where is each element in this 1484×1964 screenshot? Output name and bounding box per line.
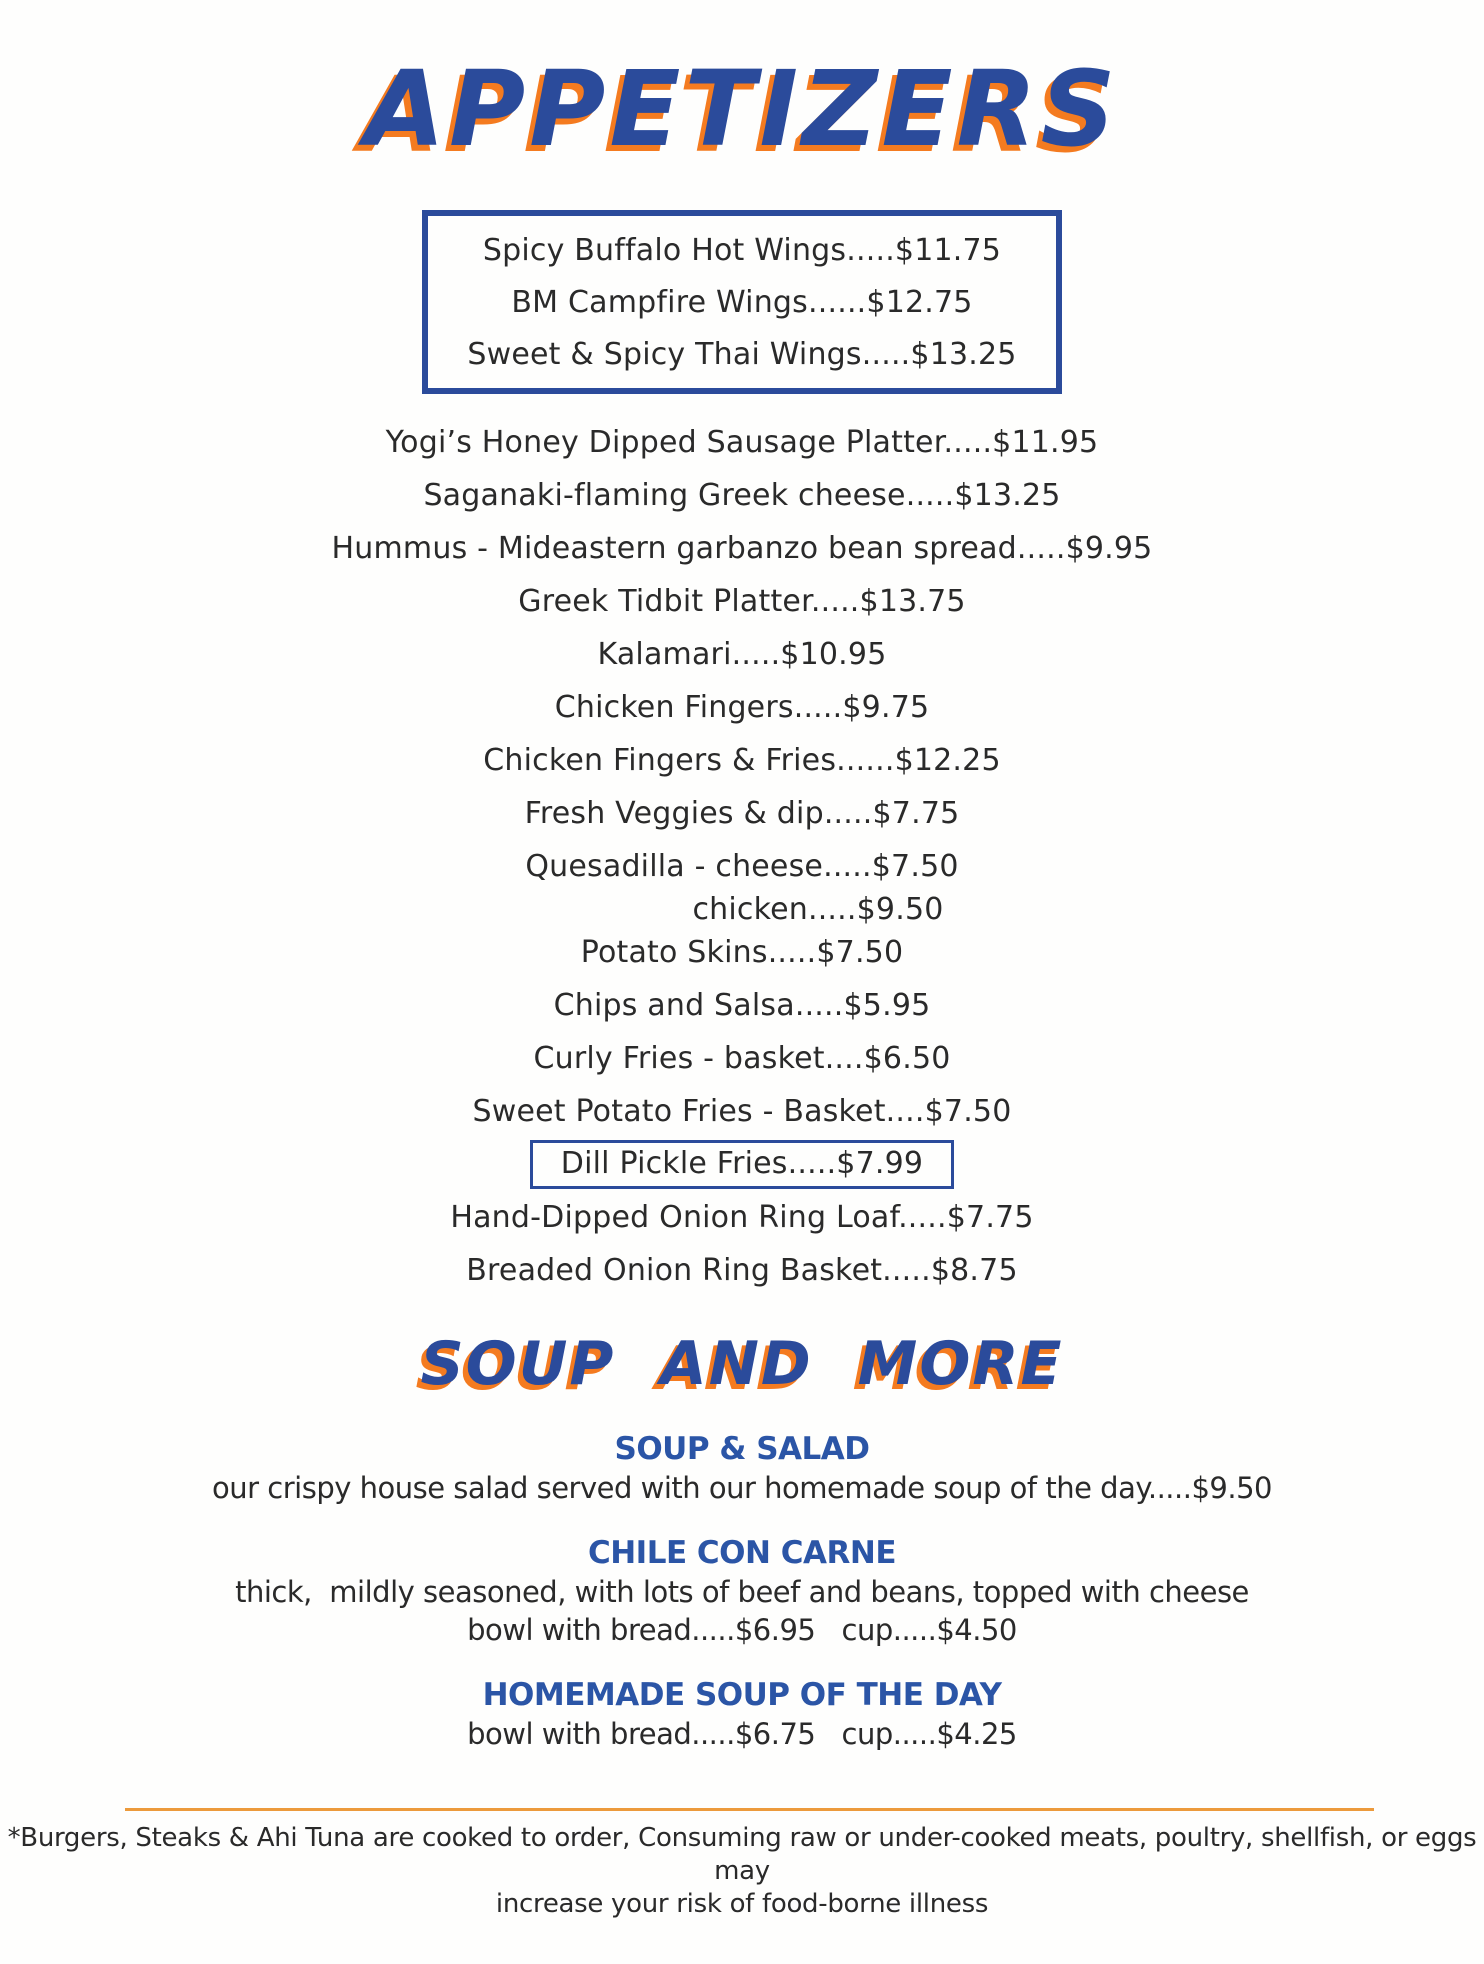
section-soup-salad [0, 1429, 1484, 1507]
homemade-soup-prices: bowl with bread.....$6.75 cup.....$4.25 [467, 1717, 1017, 1751]
menu-item-chicken-fingers: Chicken Fingers.....$9.75 [554, 690, 930, 725]
homemade-soup-heading: HOMEMADE SOUP OF THE DAY [482, 1677, 1002, 1713]
menu-item-fresh-veggies-dip: Fresh Veggies & dip.....$7.75 [524, 796, 960, 831]
footer-disclaimer-line1: *Burgers, Steaks & Ahi Tuna are cooked to order, Consuming raw or under-cooked meats, poultry, shellfish, or eggs may [7, 1823, 1477, 1886]
footer-disclaimer-line2: increase your risk of food-borne illness [495, 1889, 989, 1919]
menu-item-greek-tidbit-platter: Greek Tidbit Platter.....$13.75 [518, 584, 966, 619]
menu-item-chips-and-salsa: Chips and Salsa.....$5.95 [553, 988, 931, 1023]
menu-item-spicy-buffalo-wings: Spicy Buffalo Hot Wings.....$11.75 [482, 232, 1002, 268]
menu-item-sausage-platter: Yogi’s Honey Dipped Sausage Platter.....$11.95 [385, 425, 1099, 460]
menu-item-quesadilla-chicken: chicken.....$9.50 [692, 892, 944, 927]
footer-divider [125, 1808, 1374, 1811]
dill-pickle-fries-box: Dill Pickle Fries.....$7.99 [530, 1140, 954, 1189]
menu-item-sweet-potato-fries: Sweet Potato Fries - Basket....$7.50 [472, 1094, 1012, 1129]
menu-item-dill-pickle-fries-row [0, 1138, 1484, 1191]
section-chile-con-carne [0, 1533, 1484, 1649]
menu-item-onion-ring-basket: Breaded Onion Ring Basket.....$8.75 [466, 1253, 1018, 1288]
footer-disclaimer [0, 1822, 1484, 1921]
menu-item-potato-skins: Potato Skins.....$7.50 [580, 935, 904, 970]
soup-salad-heading: SOUP & SALAD [614, 1431, 870, 1467]
soup-salad-description: our crispy house salad served with our homemade soup of the day.....$9.50 [212, 1471, 1272, 1505]
menu-item-onion-ring-loaf: Hand-Dipped Onion Ring Loaf.....$7.75 [450, 1200, 1034, 1235]
menu-item-curly-fries: Curly Fries - basket....$6.50 [533, 1041, 951, 1076]
menu-item-hummus: Hummus - Mideastern garbanzo bean spread.....$9.95 [331, 531, 1153, 566]
menu-item-sweet-spicy-thai-wings: Sweet & Spicy Thai Wings.....$13.25 [467, 336, 1017, 372]
chile-con-carne-heading: CHILE CON CARNE [587, 1535, 897, 1571]
menu-item-saganaki: Saganaki-flaming Greek cheese.....$13.25 [423, 478, 1061, 513]
appetizers-title: APPETIZERS [364, 48, 1120, 170]
menu-page [0, 44, 1484, 1919]
featured-wings-box [422, 210, 1062, 394]
chile-description: thick, mildly seasoned, with lots of beef and beans, topped with cheese [235, 1575, 1249, 1609]
menu-item-bm-campfire-wings: BM Campfire Wings......$12.75 [511, 284, 973, 320]
soup-and-more-title: SOUP AND MORE [420, 1329, 1064, 1399]
menu-item-quesadilla-cheese: Quesadilla - cheese.....$7.50 [525, 849, 959, 884]
section-homemade-soup [0, 1675, 1484, 1753]
menu-item-chicken-fingers-fries: Chicken Fingers & Fries......$12.25 [483, 743, 1001, 778]
menu-item-kalamari: Kalamari.....$10.95 [597, 637, 887, 672]
appetizer-list [0, 416, 1484, 1297]
chile-prices: bowl with bread.....$6.95 cup.....$4.50 [467, 1613, 1017, 1647]
